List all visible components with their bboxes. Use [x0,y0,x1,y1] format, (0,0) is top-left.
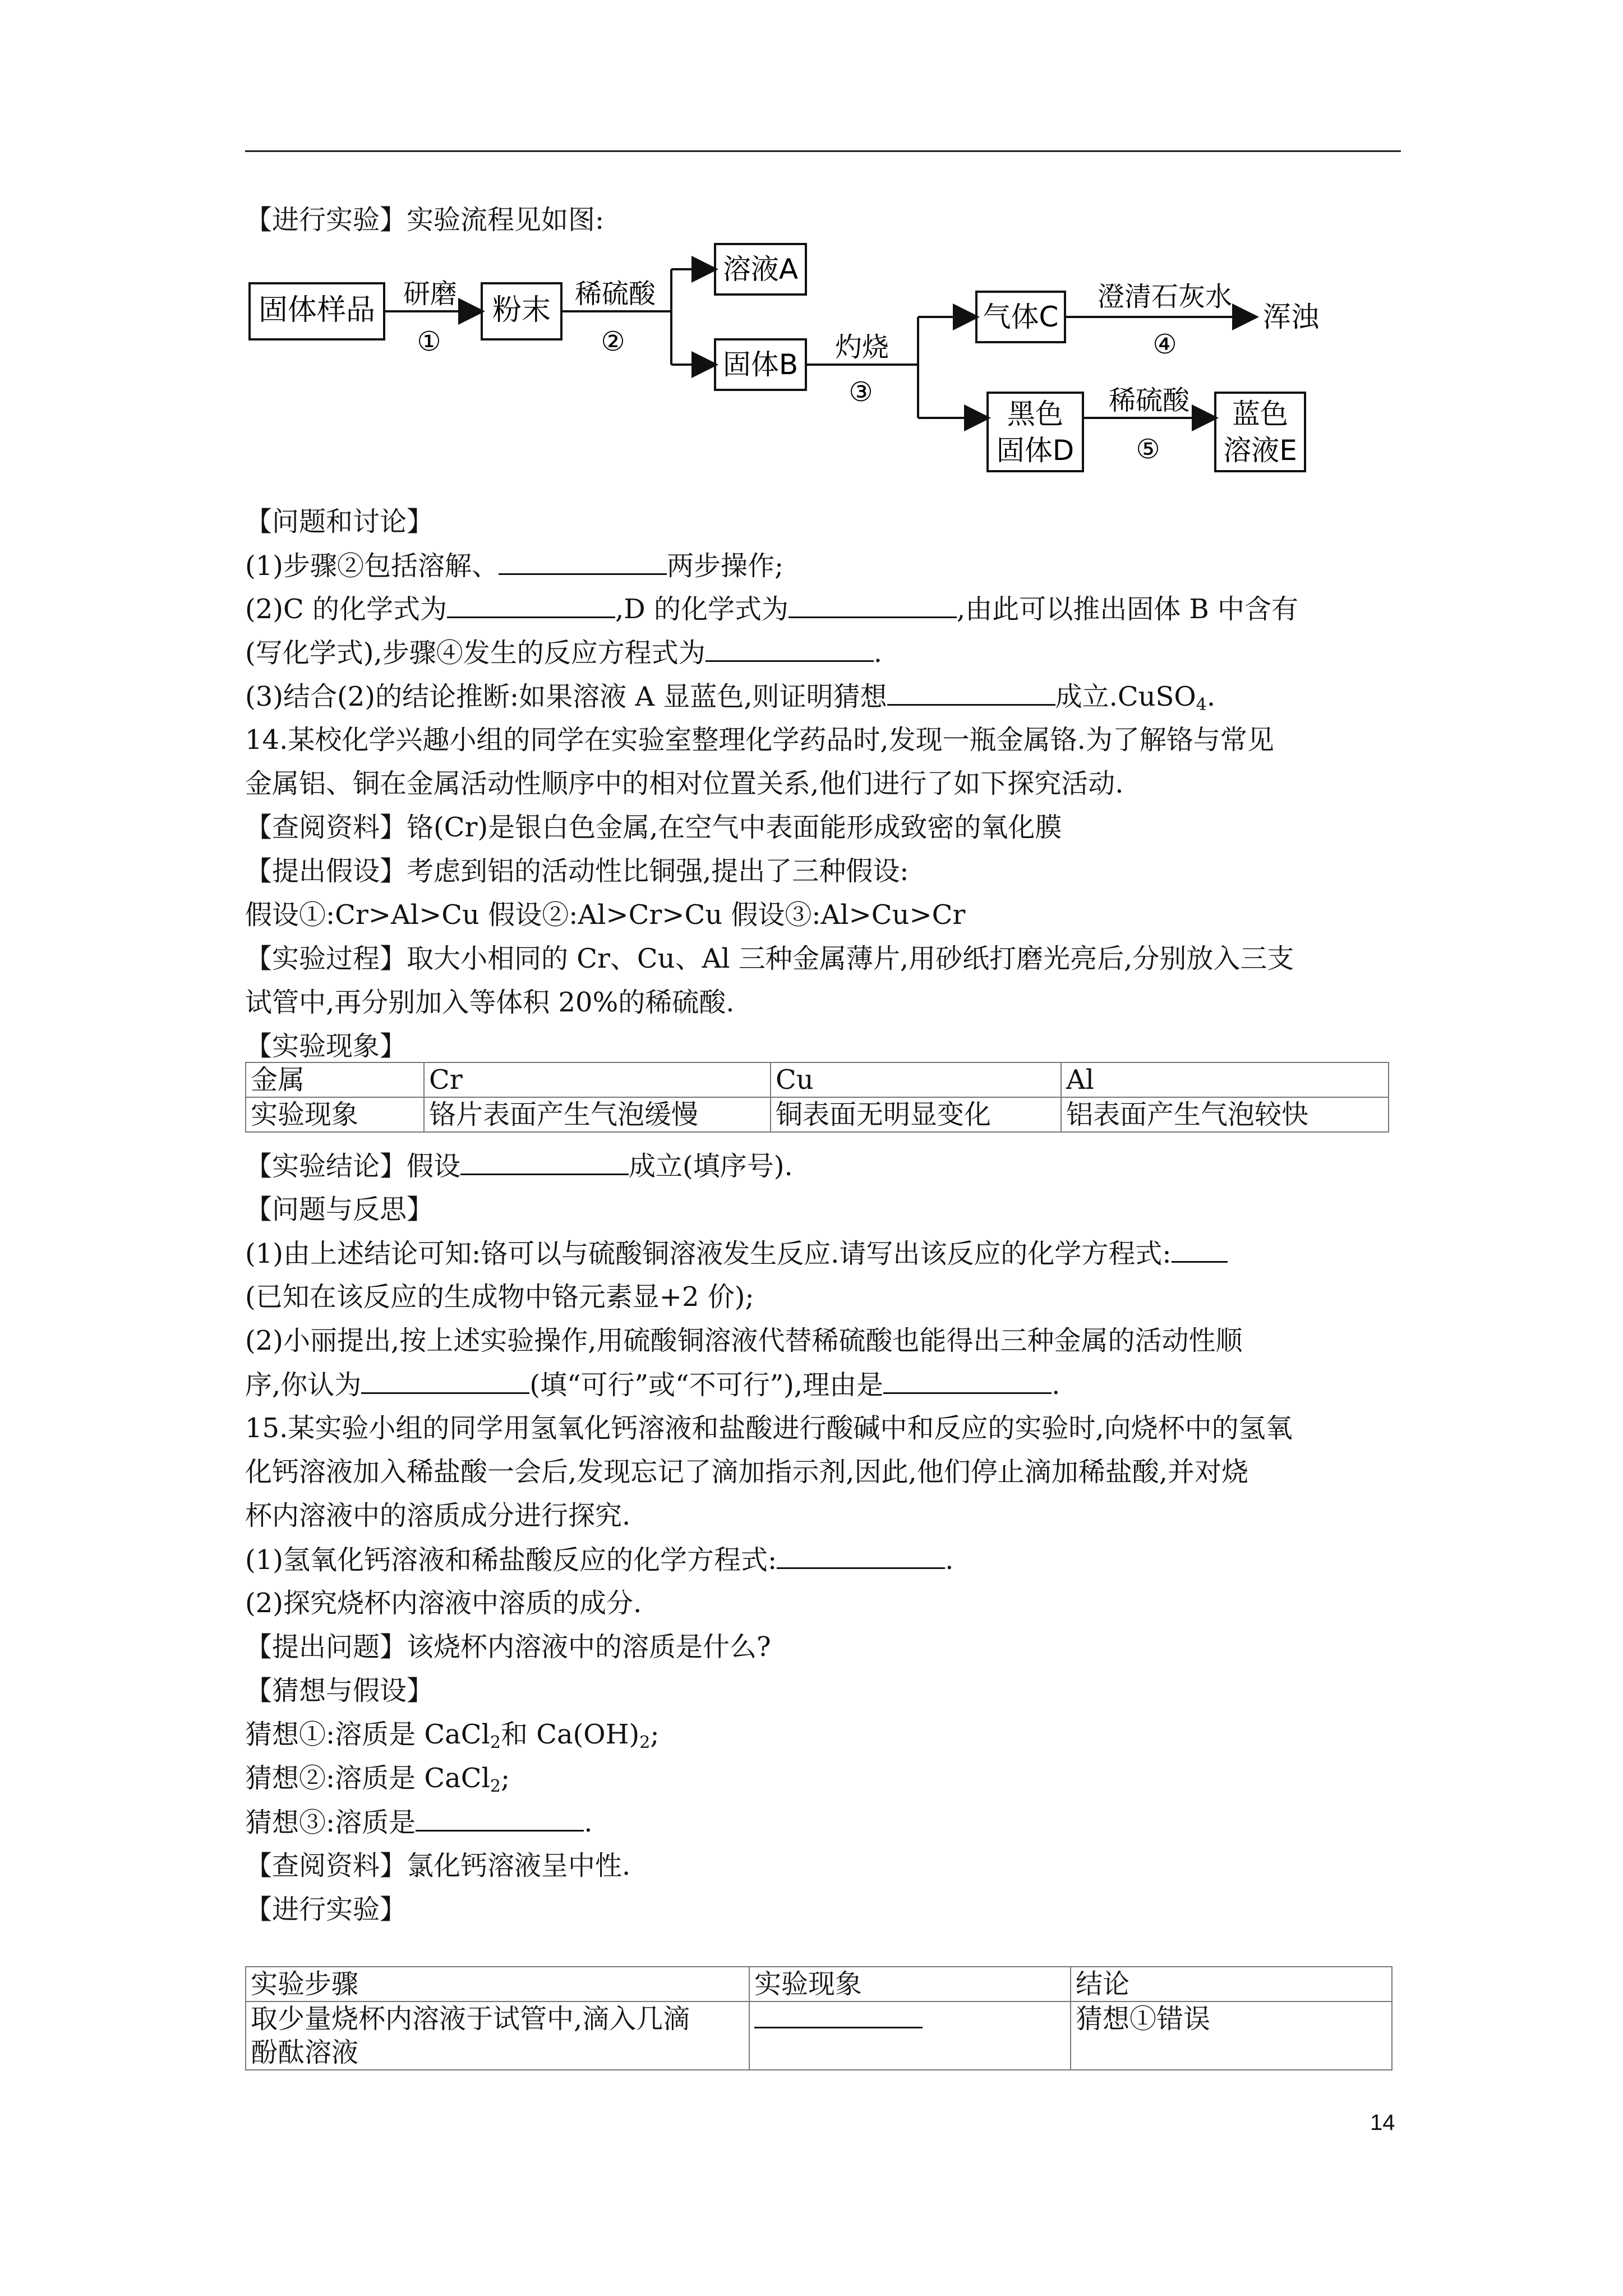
table-cell: 金属 [246,1062,424,1097]
q14-line4: 【提出假设】考虑到铝的活动性比铜强,提出了三种假设: [245,855,909,887]
answer-blank[interactable] [361,1368,529,1394]
q14-line8: 【实验现象】 [245,1030,407,1062]
q15-line7: 【猜想与假设】 [245,1675,434,1706]
answer-blank[interactable] [887,679,1055,706]
q15-line8: 【查阅资料】氯化钙溶液呈中性. [245,1850,631,1881]
label-step1: ① [417,326,441,357]
q14-hypotheses: 假设①:Cr>Al>Cu 假设②:Al>Cr>Cu 假设③:Al>Cu>Cr [245,899,966,931]
q14-line1: 14.某校化学兴趣小组的同学在实验室整理化学药品时,发现一瓶金属铬.为了解铬与常见 [245,724,1274,756]
answer-blank[interactable] [754,2002,923,2028]
table-row [246,1967,1392,2001]
table-cell: Al [1061,1062,1389,1097]
q15-line5: (2)探究烧杯内溶液中溶质的成分. [245,1588,642,1619]
label-grind: 研磨 [403,278,458,310]
q14-line2: 金属铝、铜在金属活动性顺序中的相对位置关系,他们进行了如下探究活动. [245,768,1124,799]
q15-guess3: 猜想③:溶质是 . [245,1805,592,1839]
table-cell: 铬片表面产生气泡缓慢 [424,1097,771,1132]
table-cell: 铜表面无明显变化 [771,1097,1061,1132]
table-row [246,2001,1392,2070]
q15-line3: 杯内溶液中的溶质成分进行探究. [245,1500,631,1531]
table-cell: Cr [424,1062,771,1097]
label-dilute-acid-1: 稀硫酸 [574,278,656,310]
answer-blank[interactable] [460,1149,629,1175]
label-step5: ⑤ [1136,434,1160,465]
label-solid-sample: 固体样品 [258,293,376,327]
header-rule [245,150,1401,152]
answer-blank[interactable] [499,549,667,575]
page-number: 14 [1370,2110,1395,2135]
q15-line1: 15.某实验小组的同学用氢氧化钙溶液和盐酸进行酸碱中和反应的实验时,向烧杯中的氢氧 [245,1412,1293,1444]
answer-blank[interactable] [706,636,874,662]
q15-guess1: 猜想①:溶质是 CaCl$_2$和 $Ca(OH)_2$; [245,1719,660,1752]
q13-line4: (3)结合(2)的结论推断:如果溶液 A 显蓝色,则证明猜想 成立.CuSO$_4$. [245,679,1215,722]
q14-reflection-2b: 序,你认为 (填“可行”或“不可行”),理由是 . [245,1368,1060,1402]
label-step4: ④ [1152,329,1177,360]
table-row [246,1062,1389,1097]
label-powder: 粉末 [492,293,551,327]
q14-line7: 试管中,再分别加入等体积 20%的稀硫酸. [245,987,735,1018]
label-gas-c: 气体C [983,301,1059,333]
q14-reflection-1b: (已知在该反应的生成物中铬元素显+2 价); [245,1281,754,1313]
label-blue-1: 蓝色 [1232,398,1288,430]
q15-line9: 【进行实验】 [245,1894,407,1925]
q14-conclusion: 【实验结论】假设 成立(填序号). [245,1149,793,1183]
table-cell: 猜想①错误 [1071,2001,1392,2070]
label-blue-2: 溶液E [1223,434,1297,467]
table-row [246,1097,1389,1132]
q14-line6: 【实验过程】取大小相同的 Cr、Cu、Al 三种金属薄片,用砂纸打磨光亮后,分别放入三支 [245,943,1294,974]
q15-table [245,1966,1393,2070]
label-black-1: 黑色 [1007,398,1063,430]
table-cell: 实验现象 [246,1097,424,1132]
q14-reflection-2: (2)小丽提出,按上述实验操作,用硫酸铜溶液代替稀硫酸也能得出三种金属的活动性顺 [245,1325,1243,1356]
q13-line2: (2)C 的化学式为 ,D 的化学式为 ,由此可以推出固体 B 中含有 [245,592,1298,626]
q13-line3: (写化学式),步骤④发生的反应方程式为 . [245,636,882,670]
table-cell [749,2001,1071,2070]
table-cell: 铝表面产生气泡较快 [1061,1097,1389,1132]
label-black-2: 固体D [996,434,1075,467]
label-burn: 灼烧 [834,332,889,363]
flowchart [245,238,1333,480]
q14-reflection-heading: 【问题与反思】 [245,1194,434,1225]
label-dilute-acid-2: 稀硫酸 [1108,385,1190,416]
label-solution-a: 溶液A [722,253,799,286]
label-step3: ③ [849,376,873,408]
q15-line2: 化钙溶液加入稀盐酸一会后,发现忘记了滴加指示剂,因此,他们停止滴加稀盐酸,并对烧 [245,1456,1249,1488]
label-turbid: 浑浊 [1263,301,1319,333]
q15-line4: (1)氢氧化钙溶液和稀盐酸反应的化学方程式: . [245,1543,953,1577]
q15-guess2: 猜想②:溶质是 CaCl$_2$; [245,1763,510,1796]
q14-reflection-1: (1)由上述结论可知:铬可以与硫酸铜溶液发生反应.请写出该反应的化学方程式: [245,1236,1228,1271]
answer-blank[interactable] [789,592,957,618]
label-limewater: 澄清石灰水 [1097,281,1233,312]
answer-blank[interactable] [416,1805,584,1832]
table-cell: 实验现象 [749,1967,1071,2001]
label-step2: ② [601,326,625,357]
q13-discussion-heading: 【问题和讨论】 [245,506,434,537]
table-cell: Cu [771,1062,1061,1097]
q14-table [245,1062,1389,1133]
section-heading: 【进行实验】实验流程见如图: [245,204,605,236]
table-cell: 实验步骤 [246,1967,749,2001]
answer-blank[interactable] [883,1368,1052,1394]
table-cell: 结论 [1071,1967,1392,2001]
label-solid-b: 固体B [722,348,799,381]
answer-blank[interactable] [1172,1236,1228,1263]
q13-line1: (1)步骤②包括溶解、 两步操作; [245,549,783,583]
answer-blank[interactable] [777,1543,945,1569]
q15-line6: 【提出问题】该烧杯内溶液中的溶质是什么? [245,1631,771,1663]
q14-line3: 【查阅资料】铬(Cr)是银白色金属,在空气中表面能形成致密的氧化膜 [245,812,1062,843]
answer-blank[interactable] [447,592,615,618]
table-cell: 取少量烧杯内溶液于试管中,滴入几滴 酚酞溶液 [246,2001,749,2070]
